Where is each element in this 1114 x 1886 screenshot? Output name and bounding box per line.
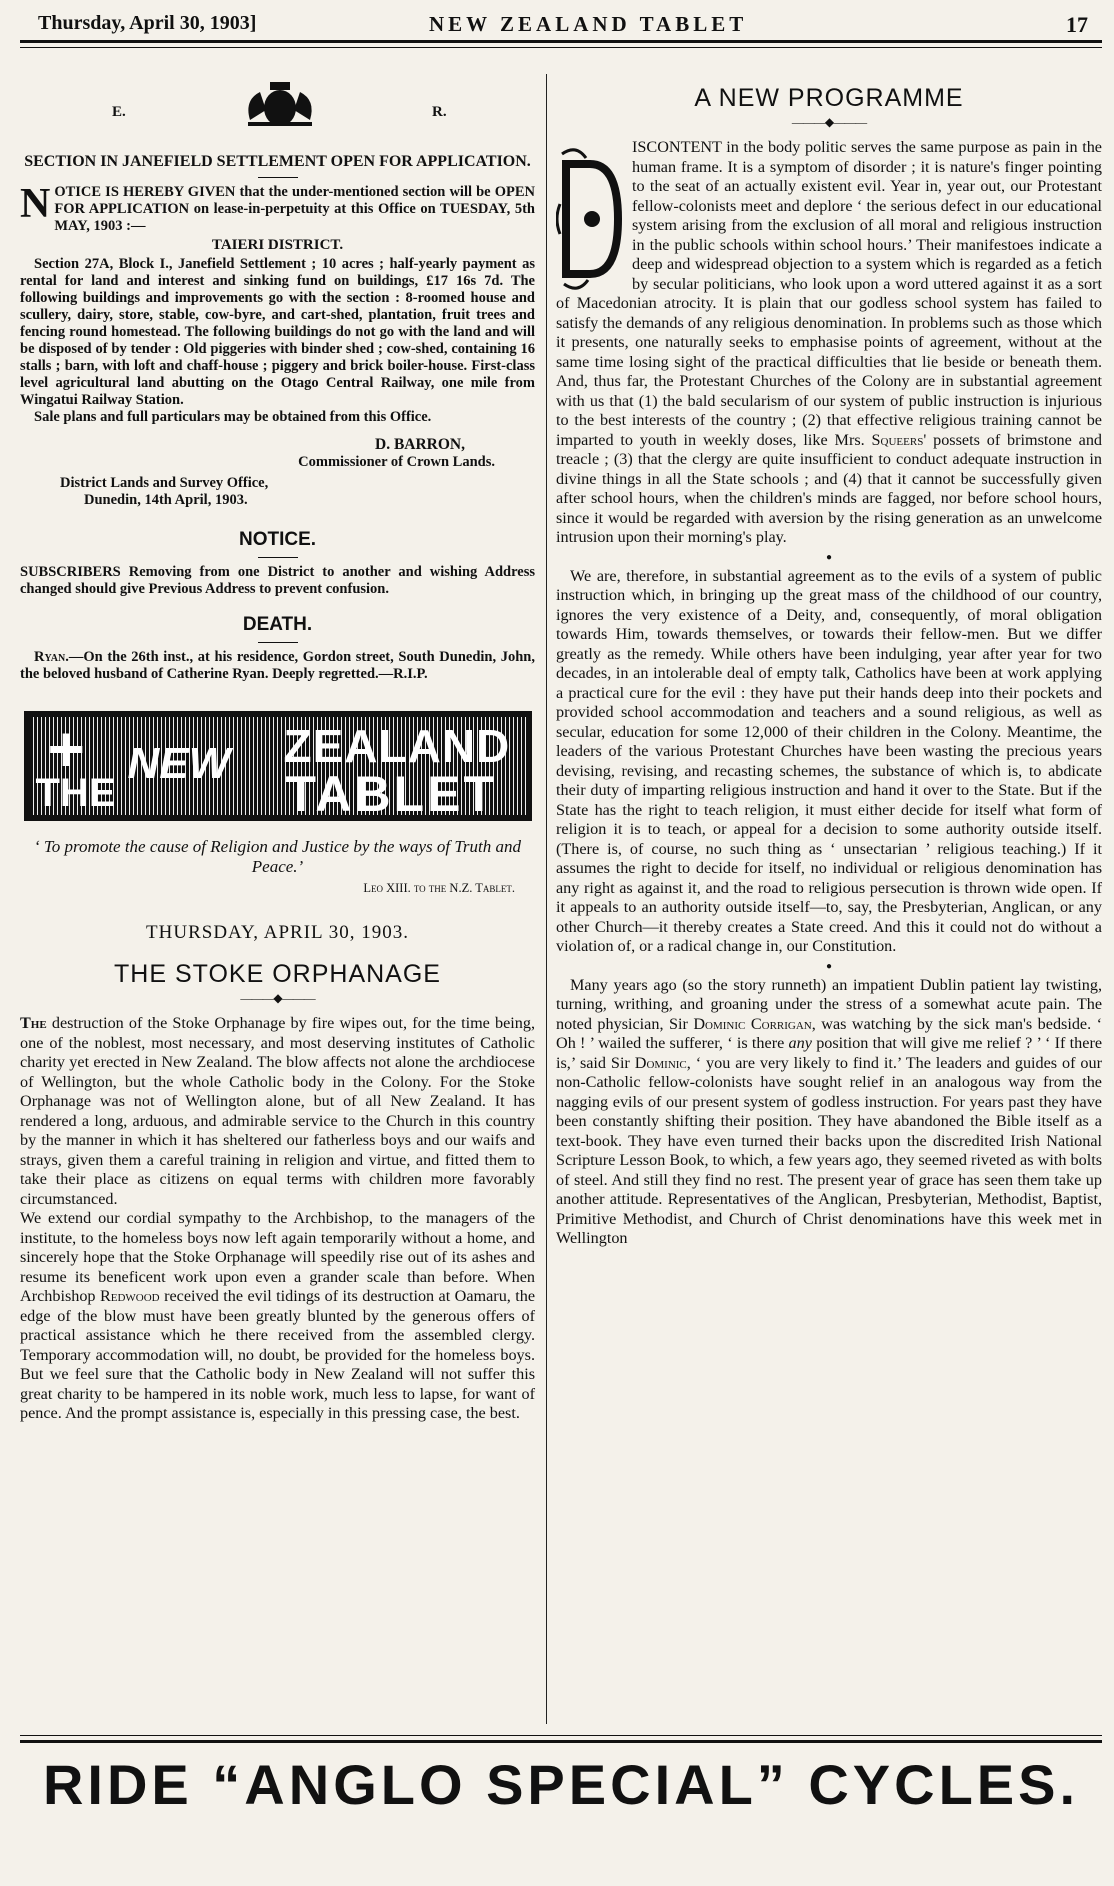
right-column [556,84,1102,1249]
settlement-title: SECTION IN JANEFIELD SETTLEMENT OPEN FOR APPLICATION. [24,153,531,170]
district-name: TAIERI DISTRICT. [211,237,344,253]
stoke-text-2b: received the evil tidings of its destruction at Oamaru, the edge of the blow must have been greatly blunted by the generous offers of practical assistance which he there received from the assembled clergy. Temporary accommodation will, no doubt, be provided for the homeless boys. But we feel sure that the Catholic body in New Zealand will not suffer this great charity to be hampered in its noble work, much less to lapse, for want of pence. And the prompt assistance is, especially in this pressing case, the best. [20,1287,536,1422]
banner-word-zealand: ZEALAND [283,720,511,772]
programme-text-3d: ‘ you are very likely to find it.’ The leaders and guides of our non-Catholic fellow-colonists have sought relief in an analogous way from the nagging evils of our present system of godless instruction. For years past they have been constantly shifting their position. They have abandoned the Bible itself as a text-book. They have even turned their backs upon the discredited Irish National Scripture Lesson Book, to which, a few years ago, they seemed riveted as with bolts of steel. And still they find no rest. The present year of grace has seen them take up another attitude. Representatives of the Anglican, Presbyterian, Methodist, Baptist, Primitive Methodist, and Church of Christ denominations have this week met in Wellington [556,1053,1103,1247]
deceased-name: Ryan. [34,649,69,665]
page-header [14,6,1100,42]
left-column [20,74,535,1424]
motto-attribution: Leo XIII. to the N.Z. Tablet. [363,881,515,895]
death-notice [20,649,535,683]
physician-name: Dominic Corrigan, [693,1014,816,1033]
royal-crest-row [20,74,535,138]
royal-crest-icon [230,80,330,128]
programme-text-3b: was watching by the sick man's bedside. ‘ Oh ! ’ wailed the sufferer, ‘ is there [556,1014,1103,1052]
stoke-orphanage-heading: THE STOKE ORPHANAGE [114,960,441,988]
dominic-name: Dominic, [634,1053,691,1072]
stoke-text-2a: We extend our cordial sympathy to the Archbishop, to the managers of the institute, to the homeless boys now left again temporarily without a home, and sincerely hope that the Stoke Orphanage will speedily rise out of its ashes and resume its beneficent work upon even a grander scale than before. When Archbishop [20,1209,535,1305]
archbishop-name: Redwood [99,1287,160,1305]
issue-date: Thursday, April 30, 1903] [38,12,257,34]
programme-paragraph-1 [556,138,1102,548]
section-details: Section 27A, Block I., Janefield Settlement ; 10 acres ; half-yearly payment as rental for land and interest and sinking fund on buildings, £17 16s 7d. The following buildings and improvements go with the section : 8-roomed house and scullery, dairy, store, stable, cow-byre, and cart-shed, plantation, fruit trees and fencing round homestead. The following buildings do not go with the land and will be disposed of by tender : Old piggeries with binder shed ; cow-shed, containing 16 stalls ; barn, with loft and chaff-house ; piggery and brick boiler-house. First-class level agricultural land abutting on the Otago Central Railway, one mile from Wingatui Railway Station. [20,256,535,408]
notice-text: OTICE IS HEREBY GIVEN that the under-mentioned section will be OPEN FOR APPLICATION on lease-in-perpetuity at this Office on TUESDAY, 5th MAY, 1903 :— [54,184,535,234]
editorial-dateline: THURSDAY, APRIL 30, 1903. [146,922,409,943]
signature-title: Commissioner of Crown Lands. [298,454,495,470]
tablet-motto: ‘ To promote the cause of Religion and Justice by the ways of Truth and Peace.’ [34,837,521,876]
crest-letter-r: R. [432,104,447,120]
heading-ornament: ———◆——— [240,991,315,1005]
cross-icon: + [47,713,85,785]
death-heading: DEATH. [242,614,313,635]
notice-heading: NOTICE. [238,529,317,550]
banner-word-the: THE [35,771,116,815]
office-line-1: District Lands and Survey Office, [60,475,269,491]
masthead-title: NEW ZEALAND TABLET [429,12,748,36]
stoke-article-paragraph-1 [20,1014,535,1209]
cycles-advertisement: RIDE “ANGLO SPECIAL” CYCLES. [42,1753,1080,1816]
programme-text-3a: Many years ago (so the story runneth) an impatient Dublin patient lay twisting, turning, writhing, and groaning under the stress of a somewhat acute pain. The noted physician, Sir [556,975,1102,1033]
programme-text-1-end: possets of brimstone and treacle ; (3) that the clergy are quite insufficient to conduct adequate instruction in divine things in all the State schools ; and (4) that it cannot be successfully given after school hours, when the children's minds are fagged, nor before school hours, since it would be regarded with aversion by the rising generation as an unwelcome intrusion upon their morning's play. [556,430,1103,546]
subscribers-notice: SUBSCRIBERS Removing from one District to another and wishing Address changed should give Previous Address to prevent confusion. [20,564,535,597]
settlement-notice [20,181,535,235]
footer-rule [20,1735,1102,1743]
stoke-article-paragraph-2 [20,1209,535,1424]
office-address [20,475,535,509]
programme-paragraph-3 [556,976,1102,1249]
section-bullet-icon: ● [825,960,833,972]
banner-word-tablet: TABLET [285,766,497,822]
short-rule [258,557,298,558]
banner-word-new: NEW [127,739,231,788]
office-line-2: Dunedin, 14th April, 1903. [84,492,248,508]
section-bullet-icon: ● [825,551,833,563]
stoke-text-1: destruction of the Stoke Orphanage by fire wipes out, for the time being, one of the noblest, most necessary, and most deserving institutes of Catholic charity yet erected in New Zealand. The blow affects not alone the archdiocese of Wellington, but the whole Catholic body in the Colony. For the Stoke Orphanage was not of Wellington alone, but of all New Zealand. It has rendered a long, arduous, and admirable service to the Church in this country by the manner in which it has sheltered our fatherless boys and our waifs and strays, given them a careful training in religion and virtue, and fitted them to take their place as citizens on equal terms with children more favorably circumstanced. [20,1014,536,1208]
signature-name: D. BARRON, [375,436,465,453]
crest-letter-e: E. [112,104,126,120]
notice-drop-cap: N [20,181,51,227]
squeers-name: Squeers' [871,430,927,449]
column-divider [546,74,547,1724]
tablet-banner-logo [24,711,532,821]
emphasis-any: any [788,1034,812,1052]
death-text: —On the 26th inst., at his residence, Gordon street, South Dunedin, John, the beloved husband of Catherine Ryan. Deeply regretted.—R.I.P. [20,649,535,682]
heading-ornament: ———◆——— [791,115,867,129]
new-programme-heading: A NEW PROGRAMME [694,84,964,112]
programme-paragraph-2: We are, therefore, in substantial agreement as to the evils of a system of public instruction which, in bringing up the great mass of the childhood of our country, ignores the very existence of a Deity, and, consequently, of moral obligation towards Him, towards themselves, or towards their fellow-men. But we differ greatly as the remedy. While others have been indulging, year after year for two decades, in an intolerable deal of empty talk, Catholics have been at work applying a practical cure for the evil : they have put their hands deep into their pockets and provided school accommodation and teachers and a sound religious, as well as secular, education for some 12,000 of their children in the Colony. Meantime, the leaders of the various Protestant Churches have been wasting the precious years devising, revising, and recasting schemes, the substance of which is, to abdicate their duty of imparting religious instruction and hand it over to the State. But if the State has the right to teach religion, it must either decide for itself what form of religion it is to teach, or appeal for a decision to some authority outside itself. (There is, of course, no such thing as ‘ unsectarian ’ religious teaching.) If it assumes the right to decide for itself, no individual or religious denomination has any right as against it, and the road to religious persecution is thrown wide open. If it appeals to an authority outside itself—to, say, the Presbyterian, Anglican, or any other Church—it thereby creates a State creed. And this it could not do without a violation of, or a radical change in, our Constitution. [556,566,1102,955]
short-rule [258,177,298,178]
article-lead-word: The [20,1014,47,1032]
ornamental-drop-cap-d-icon [556,144,624,294]
header-rule [20,40,1102,48]
programme-text-1-start: ISCONTENT in the body politic serves the same purpose as pain in the human frame. It is a symptom of disorder ; it is nature's finger pointing to the seat of an actually existent evil. Year in, year out, our Protestant fellow-colonists meet and deplore ‘ the serious defect in our educational system arising from the exclusion of all moral and religious instruction in the public schools within school hours.’ Their manifestoes indicate a deep and widespread objection to a system which is regarded as a fetich by secular politicians, who look upon a word uttered against it as a sort of Macedonian atrocity. It is plain that our godless school system has failed to satisfy the demands of any religious denomination. In problems such as those which it presents, one naturally seeks to emphasise points of agreement, without at the same time losing sight of the practical difficulties that lie beside or beneath them. And, thus far, the Protestant Churches of the Colony are in substantial agreement with us that (1) the bald secularism of our system of public instruction is injurious to the best interests of the country ; (2) that effective religious training cannot be imparted to youth in weekly doses, like Mrs. [556,138,1102,449]
page-number: 17 [1066,12,1088,37]
short-rule [258,642,298,643]
sale-plans-text: Sale plans and full particulars may be obtained from this Office. [34,409,432,425]
programme-text-3c: position that will give me relief ? ’ ‘ If there is,’ said Sir [556,1034,1103,1072]
